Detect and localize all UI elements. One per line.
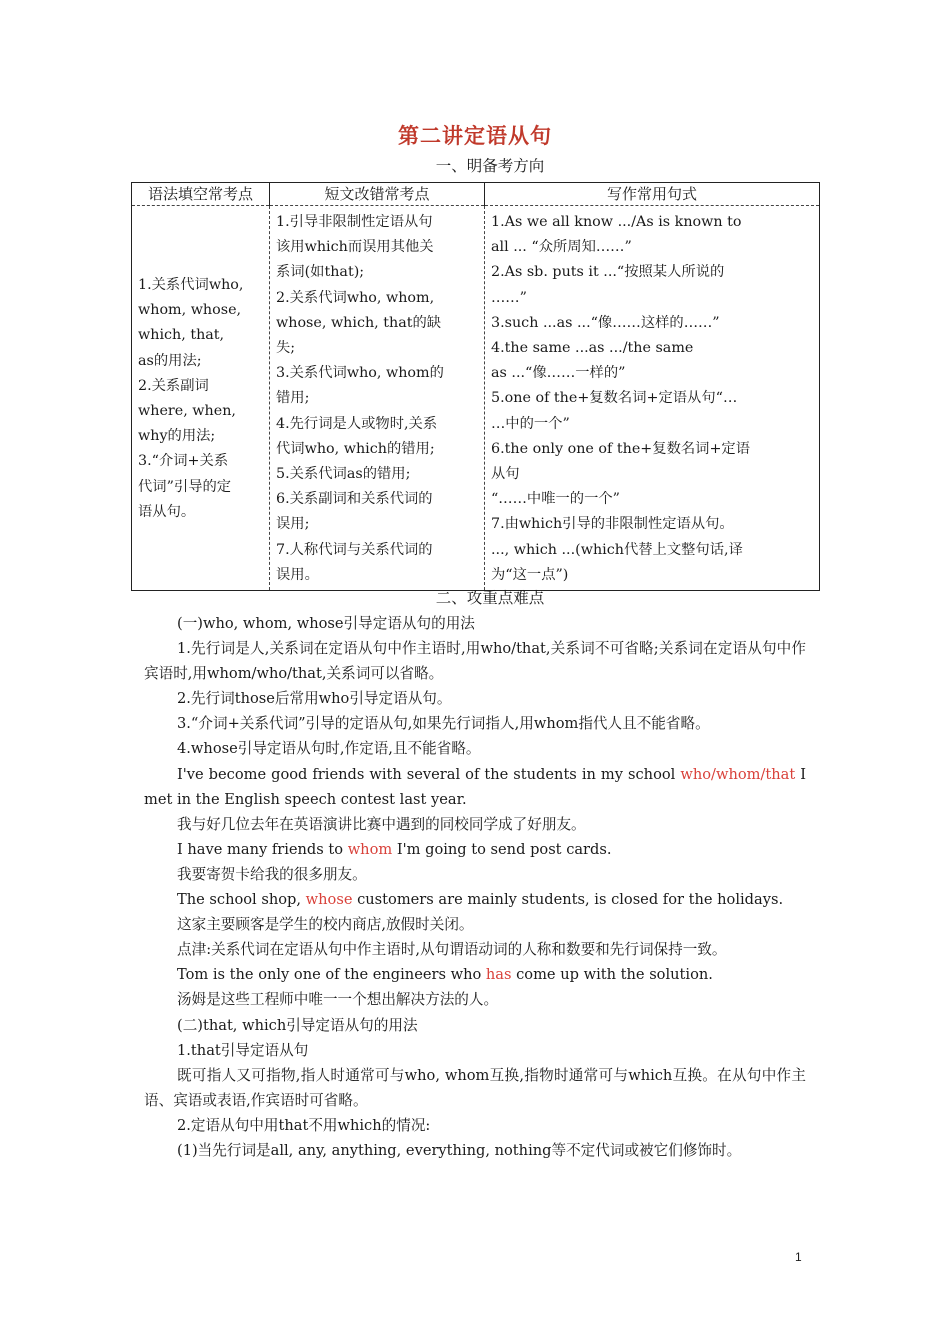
cell-line: 误用。 — [276, 566, 319, 583]
cell-line: 从句 — [491, 466, 520, 483]
header-error-correction: 短文改错常考点 — [270, 183, 485, 206]
example-text: I'm going to send post cards. — [392, 840, 612, 858]
cell-line: all ... “众所周知……” — [491, 239, 632, 256]
rule-paragraph: 4.whose引导定语从句时,作定语,且不能省略。 — [177, 740, 481, 758]
section-heading-2: 二、攻重点难点 — [435, 589, 545, 607]
table-body-row — [132, 206, 820, 591]
example-text: I have many friends to — [177, 840, 348, 858]
cell-line: whose, which, that的缺 — [276, 314, 442, 331]
cell-line: 7.人称代词与关系代词的 — [276, 541, 433, 558]
cell-line: 3.such ...as ...“像……这样的……” — [491, 314, 720, 331]
example-text: I've become good friends with several of the students in my school — [177, 765, 681, 783]
cell-line: 错用; — [276, 390, 310, 407]
cell-line: 5.one of the+复数名词+定语从句“… — [491, 390, 738, 407]
cell-line: “……中唯一的一个” — [491, 491, 620, 508]
example-translation: 我与好几位去年在英语演讲比赛中遇到的同校同学成了好朋友。 — [177, 815, 586, 833]
subheading-who-whom-whose: (一)who, whom, whose引导定语从句的用法 — [177, 615, 475, 632]
highlighted-relative-word: whose — [305, 891, 353, 909]
cell-line: 为“这一点”) — [491, 566, 569, 583]
example-sentence — [144, 962, 806, 987]
rule-paragraph: 2.先行词those后常用who引导定语从句。 — [177, 690, 452, 708]
grammar-fill-cell — [132, 206, 270, 591]
cell-line: 6.关系副词和关系代词的 — [276, 491, 433, 508]
body-text — [144, 611, 806, 1163]
subheading-that-which: (二)that, which引导定语从句的用法 — [177, 1016, 418, 1034]
error-correction-cell — [270, 206, 485, 591]
cell-line: 5.关系代词as的错用; — [276, 466, 411, 483]
cell-line: 2.关系代词who, whom, — [276, 289, 435, 306]
example-text: The school shop, — [177, 891, 306, 909]
summary-table — [131, 182, 820, 591]
cell-line: 1.关系代词who, — [138, 277, 244, 293]
cell-line: 7.由which引导的非限制性定语从句。 — [491, 516, 734, 533]
highlighted-relative-word: who/whom/that — [680, 765, 796, 783]
rule-paragraph: 既可指人又可指物,指人时通常可与who, whom互换,指物时通常可与which互换。在从句中作主语、宾语或表语,作宾语时可省略。 — [144, 1066, 806, 1109]
cell-line: 代词”引导的定 — [138, 478, 232, 495]
cell-line: why的用法; — [138, 428, 216, 445]
header-grammar-fill: 语法填空常考点 — [132, 183, 270, 206]
rule-paragraph: 1.先行词是人,关系词在定语从句中作主语时,用who/that,关系词不可省略;关系词在定语从句中作宾语时,用whom/who/that,关系词可以省略。 — [144, 640, 806, 683]
cell-line: ……” — [491, 289, 527, 306]
highlighted-verb: has — [485, 966, 512, 984]
cell-line: 1.引导非限制性定语从句 — [276, 214, 433, 230]
page-number: 1 — [795, 1250, 802, 1264]
cell-line: 语从句。 — [138, 503, 196, 520]
cell-line: 失; — [276, 340, 296, 357]
header-writing-patterns: 写作常用句式 — [485, 183, 820, 206]
tip-paragraph: 点津:关系代词在定语从句中作主语时,从句谓语动词的人称和数要和先行词保持一致。 — [177, 941, 727, 959]
cell-line: 3.关系代词who, whom的 — [276, 365, 444, 382]
example-sentence — [144, 762, 806, 812]
example-translation: 汤姆是这些工程师中唯一一个想出解决方法的人。 — [177, 991, 499, 1009]
cell-line: as的用法; — [138, 352, 202, 369]
cell-line: 6.the only one of the+复数名词+定语 — [491, 440, 751, 457]
page-title: 第二讲定语从句 — [398, 123, 552, 148]
example-text: Tom is the only one of the engineers who — [177, 966, 486, 984]
rule-paragraph: (1)当先行词是all, any, anything, everything, nothing等不定代词或被它们修饰时。 — [177, 1141, 742, 1159]
section-heading-1: 一、明备考方向 — [435, 157, 545, 175]
cell-line: whom, whose, — [138, 302, 242, 319]
example-translation: 这家主要顾客是学生的校内商店,放假时关闭。 — [177, 916, 474, 934]
cell-line: 代词who, which的错用; — [276, 440, 435, 457]
rule-paragraph: 1.that引导定语从句 — [177, 1041, 309, 1059]
example-text: I met in the English speech contest last year. — [144, 765, 807, 808]
example-text: customers are mainly students, is closed for the holidays. — [352, 891, 784, 909]
cell-line: where, when, — [138, 403, 236, 420]
rule-paragraph: 2.定语从句中用that不用which的情况: — [177, 1116, 431, 1134]
cell-line: 4.the same ...as .../the same — [491, 340, 694, 357]
cell-line: which, that, — [138, 327, 225, 344]
example-text: come up with the solution. — [511, 966, 713, 984]
cell-line: 该用which而误用其他关 — [276, 239, 434, 256]
cell-line: as ...“像……一样的” — [491, 365, 626, 382]
cell-line: 系词(如that); — [276, 264, 365, 281]
cell-line: 2.关系副词 — [138, 377, 209, 394]
example-sentence — [144, 887, 806, 912]
example-sentence — [144, 837, 806, 862]
writing-patterns-cell — [485, 206, 820, 591]
cell-line: 3.“介词+关系 — [138, 453, 229, 470]
cell-line: 4.先行词是人或物时,关系 — [276, 415, 438, 432]
rule-paragraph: 3.“介词+关系代词”引导的定语从句,如果先行词指人,用whom指代人且不能省略。 — [177, 715, 710, 733]
table-header-row — [132, 183, 820, 206]
cell-line: 误用; — [276, 516, 310, 533]
cell-line: 2.As sb. puts it ...“按照某人所说的 — [491, 264, 725, 281]
cell-line: 1.As we all know .../As is known to — [491, 214, 742, 230]
cell-line: ..., which ...(which代替上文整句话,译 — [491, 541, 743, 558]
example-translation: 我要寄贺卡给我的很多朋友。 — [177, 865, 367, 883]
cell-line: …中的一个” — [491, 415, 570, 432]
highlighted-relative-word: whom — [347, 840, 393, 858]
